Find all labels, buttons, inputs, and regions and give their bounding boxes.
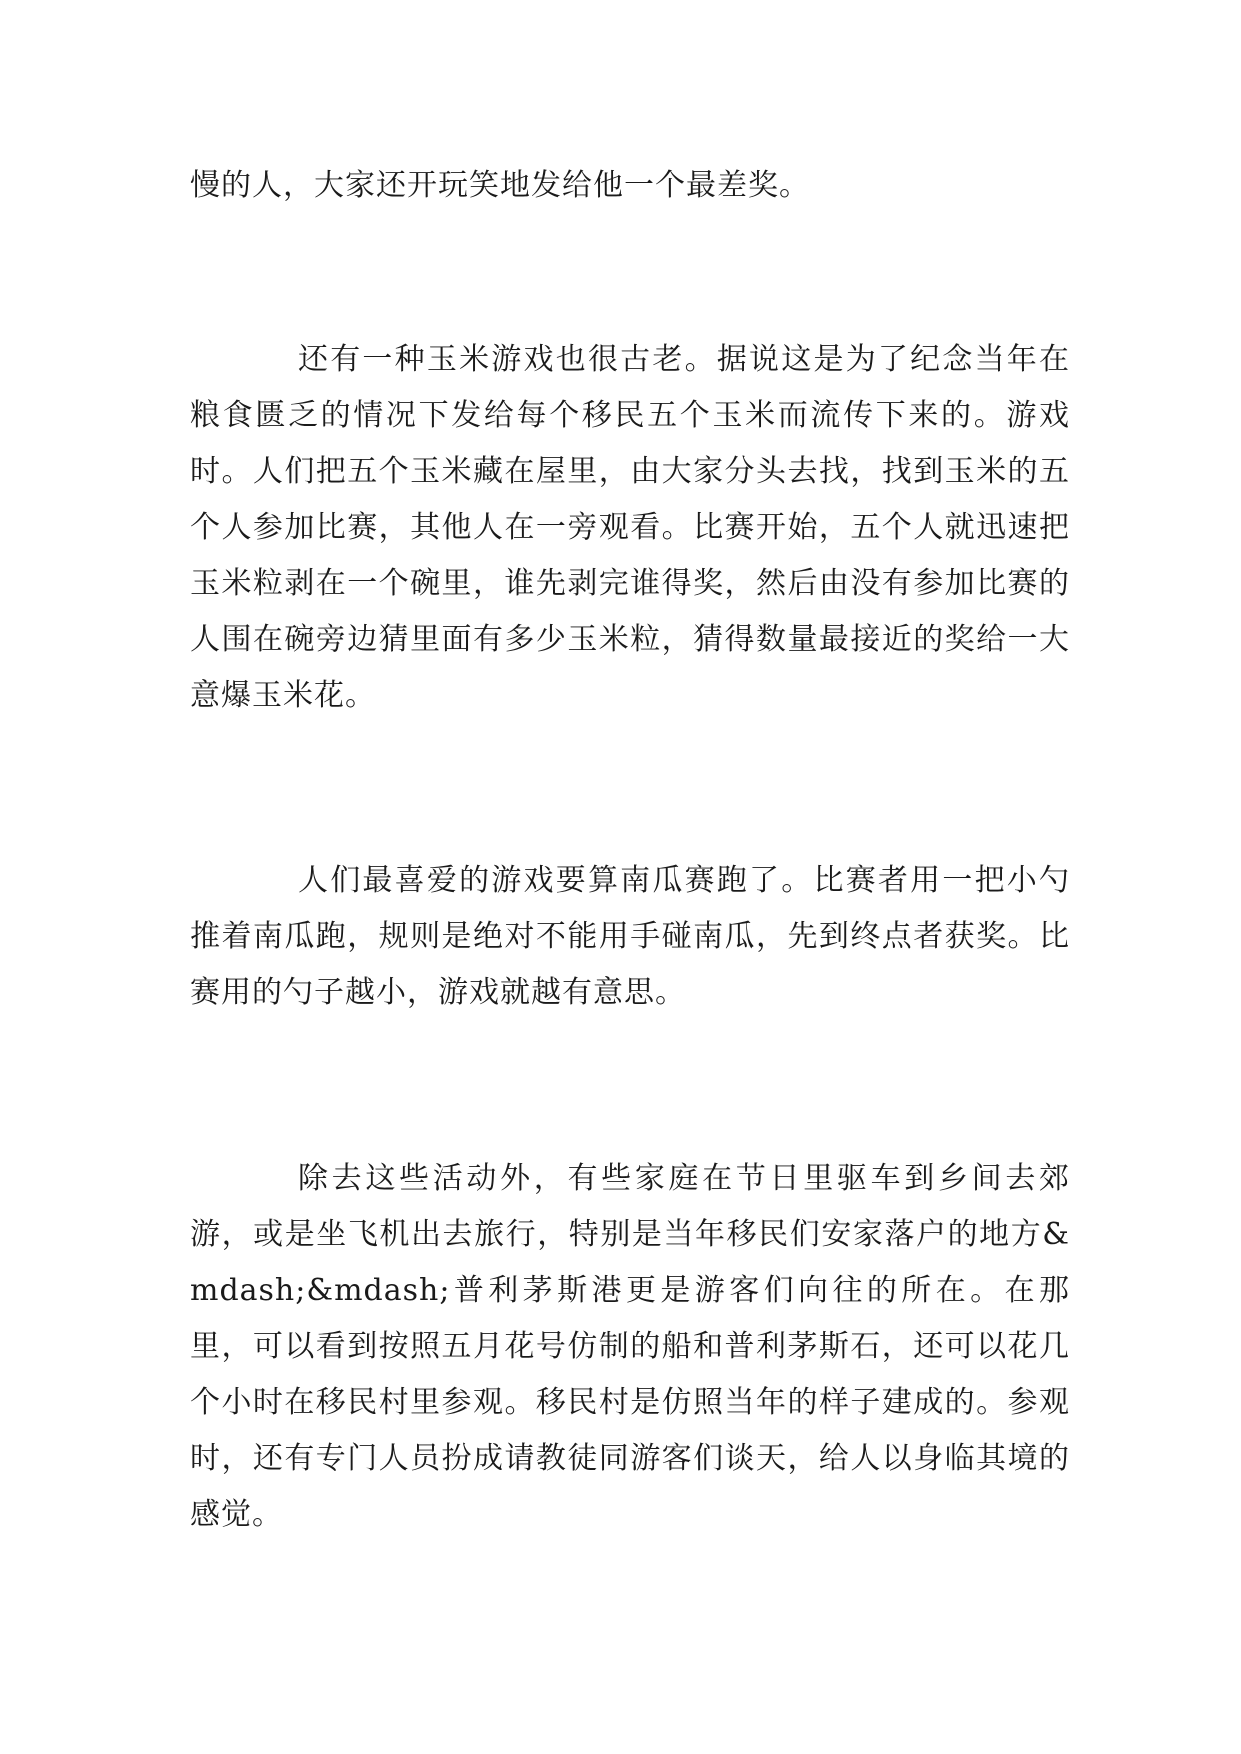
paragraph-1: 慢的人，大家还开玩笑地发给他一个最差奖。 bbox=[190, 168, 810, 203]
paragraph-3: 人们最喜爱的游戏要算南瓜赛跑了。比赛者用一把小勺推着南瓜跑，规则是绝对不能用手碰南瓜，先到终点者获奖。比赛用的勺子越小，游戏就越有意思。 bbox=[190, 863, 1070, 1010]
paragraph-2: 还有一种玉米游戏也很古老。据说这是为了纪念当年在粮食匮乏的情况下发给每个移民五个玉米而流传下来的。游戏时。人们把五个玉米藏在屋里，由大家分头去找，找到玉米的五个人参加比赛，其他人在一旁观看。比赛开始，五个人就迅速把玉米粒剥在一个碗里，谁先剥完谁得奖，然后由没有参加比赛的人围在碗旁边猜里面有多少玉米粒，猜得数量最接近的奖给一大意爆玉米花。 bbox=[190, 342, 1070, 713]
paragraph-4: 除去这些活动外，有些家庭在节日里驱车到乡间去郊游，或是坐飞机出去旅行，特别是当年移民们安家落户的地方&mdash;&mdash;普利茅斯港更是游客们向往的所在。在那里，可以看到按照五月花号仿制的船和普利茅斯石，还可以花几个小时在移民村里参观。移民村是仿照当年的样子建成的。参观时，还有专门人员扮成请教徒同游客们谈天，给人以身临其境的感觉。 bbox=[190, 1161, 1070, 1532]
